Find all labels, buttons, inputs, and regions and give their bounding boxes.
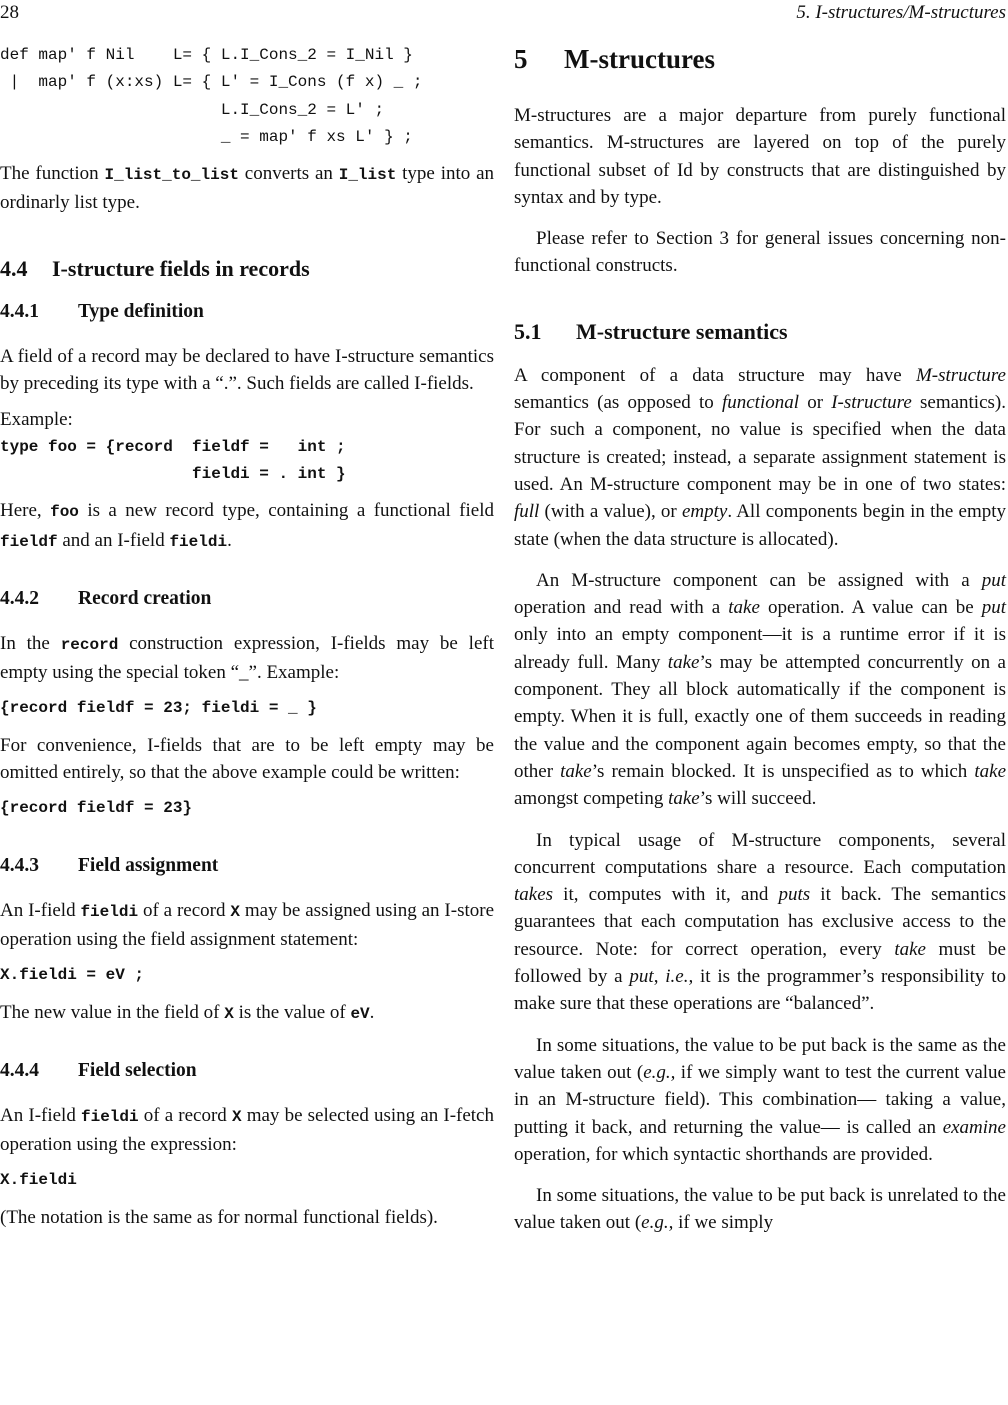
paragraph-field-assignment: An I-field fieldi of a record X may be assigned using an I-store operation using the field assignment statement:: [0, 899, 494, 950]
section-heading-4-4-4: 4.4.4 Field selection: [0, 1059, 197, 1081]
code-block-map: def map' f Nil L= { L.I_Cons_2 = I_Nil } | map' f (x:xs) L= { L' = I_Cons (f x) _ ; L.I_Cons_2 = L' ; _ = map' f xs L' } ;: [0, 46, 423, 146]
paragraph-here: Here, foo is a new record type, containing a functional field fieldf and an I-field fieldi.: [0, 500, 494, 551]
paragraph-refer: Please refer to Section 3 for general issues concerning non-functional constructs.: [514, 228, 1006, 277]
right-column: [514, 42, 1006, 1237]
paragraph-record-creation: In the record construction expression, I-fields may be left empty using the special token “_”. Example:: [0, 632, 494, 684]
code-record-creation-short: {record fieldf = 23}: [0, 799, 193, 818]
paragraph-field-definition: A field of a record may be declared to have I-structure semantics by preceding its type with a “.”. Such fields are called I-fields.: [0, 345, 494, 395]
section-heading-5: 5 M-structures: [514, 44, 715, 74]
section-heading-4-4-1: 4.4.1 Type definition: [0, 300, 204, 322]
paragraph-component: A component of a data structure may have M-structure semantics (as opposed to functional or I-structure semantics). For such a component, no value is specified when the data structure is created; instead, a separate assignment statement is used. An M-structure component may be in one of two states: full (with a value), or empty. All components begin in the empty state (when the data structure is allocated).: [514, 364, 1006, 550]
page-header: [0, 2, 1008, 26]
code-record-creation: {record fieldf = 23; fieldi = _ }: [0, 699, 317, 718]
code-field-assignment: X.fieldi = eV ;: [0, 966, 145, 985]
paragraph-typical-usage: In typical usage of M-structure components, several concurrent computations share a resource. Each computation takes it, computes with it, and puts it back. The semantics guarantees that each computation has exclusive access to the resource. Note: for correct operation, every take must be followed by a put, i.e., it is the programmer’s responsibility to make sure that these operations are “balanced”.: [514, 829, 1007, 1015]
section-heading-4-4-2: 4.4.2 Record creation: [0, 587, 212, 609]
paragraph-convenience: For convenience, I-fields that are to be left empty may be omitted entirely, so that the above example could be written:: [0, 734, 494, 784]
page-number: 28: [0, 2, 19, 23]
paragraph-field-selection: An I-field fieldi of a record X may be selected using an I-fetch operation using the expression:: [0, 1104, 494, 1156]
section-heading-4-4: 4.4 I-structure fields in records: [0, 255, 310, 281]
left-column: [0, 42, 494, 1231]
paragraph-notation: (The notation is the same as for normal functional fields).: [0, 1206, 438, 1228]
paragraph-examine: In some situations, the value to be put back is the same as the value taken out (e.g., if we simply want to test the current value in an M-structure field). This combination— taking a value, putting it back, and returning the value— is called an examine operation, for which syntactic shorthands are provided.: [514, 1034, 1006, 1165]
running-title: 5. I-structures/M-structures: [796, 2, 1006, 23]
paragraph-example: Example:: [0, 409, 73, 431]
code-field-selection: X.fieldi: [0, 1171, 77, 1190]
paragraph-new-value: The new value in the field of X is the value of eV.: [0, 1001, 375, 1023]
paragraph-unrelated: In some situations, the value to be put back is unrelated to the value taken out (e.g., if we simply: [514, 1185, 1006, 1234]
section-heading-5-1: 5.1 M-structure semantics: [514, 318, 788, 344]
paragraph-m-structures-intro: M-structures are a major departure from purely functional semantics. M-structures are layered on top of the purely functional subset of Id by constructs that are distinguished by syntax and by type.: [514, 105, 1006, 208]
paragraph-convert: The function I_list_to_list converts an I_list type into an ordinarly list type.: [0, 163, 495, 214]
section-heading-4-4-3: 4.4.3 Field assignment: [0, 854, 219, 876]
paragraph-put-take: An M-structure component can be assigned with a put operation and read with a take operation. A value can be put only into an empty component—it is a runtime error if it is already full. Many take’s may be attempted concurrently on a component. They all block automatically if the component is empty. When it is full, exactly one of them succeeds in reading the value and the component again becomes empty, so that the other take’s remain blocked. It is unspecified as to which take amongst competing take’s will succeed.: [514, 569, 1007, 810]
code-block-type: type foo = {record fieldf = int ; fieldi = . int }: [0, 437, 346, 483]
